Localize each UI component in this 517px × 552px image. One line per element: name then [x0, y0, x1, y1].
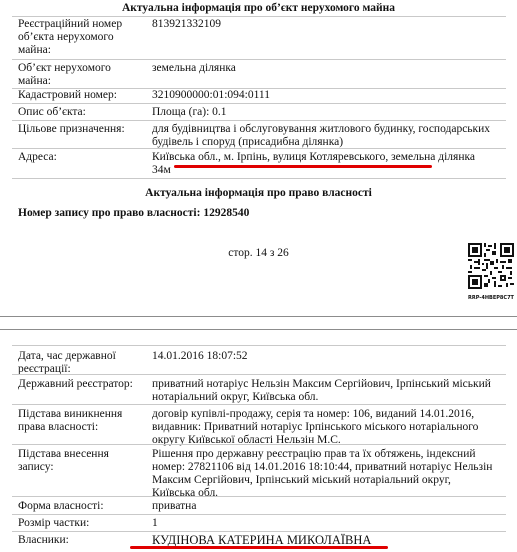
ownership-form-label: Форма власності:: [18, 500, 104, 512]
address-label: Адреса:: [18, 151, 57, 163]
object-type-label: Об’єкт нерухомого майна:: [18, 62, 111, 87]
qr-caption: RRP-4HBEP8C7T: [468, 295, 514, 301]
owners-value: КУДІНОВА КАТЕРИНА МИКОЛАЇВНА: [152, 533, 372, 547]
ownership-basis-label: Підстава виникнення права власності:: [18, 408, 123, 433]
row-divider: [12, 531, 506, 532]
document-page-bottom: [0, 330, 517, 552]
cadastral-number-label: Кадастровий номер:: [18, 89, 117, 101]
row-divider: [12, 345, 506, 346]
row-divider: [12, 496, 506, 497]
registration-number-value: 813921332109: [152, 18, 221, 30]
ownership-form-value: приватна: [152, 500, 197, 512]
purpose-value: для будівництва і обслуговування житлового будинку, господарських будівель і споруд (присадибна ділянка): [152, 123, 491, 148]
share-size-label: Розмір частки:: [18, 517, 90, 529]
owner-highlight-underline: [130, 546, 388, 549]
registration-date-value: 14.01.2016 18:07:52: [152, 350, 248, 362]
record-number-value: 12928540: [203, 207, 250, 219]
entry-basis-label: Підстава внесення запису:: [18, 448, 109, 473]
address-highlight-underline: [174, 165, 432, 168]
row-divider: [12, 59, 506, 60]
share-size-value: 1: [152, 517, 158, 529]
ownership-basis-value: договір купівлі-продажу, серія та номер: 106, виданий 14.01.2016, видавник: Приватний нотаріус Ірпінського міського нотаріального округу Київської області Нельзін М.С.: [152, 408, 479, 446]
row-divider: [12, 374, 506, 375]
object-type-value: земельна ділянка: [152, 62, 236, 74]
row-divider: [12, 120, 506, 121]
page-number: стор. 14 з 26: [228, 247, 289, 259]
page-break: [0, 316, 517, 330]
row-divider: [12, 404, 506, 405]
owners-label: Власники:: [18, 534, 69, 546]
registrar-label: Державний реєстратор:: [18, 378, 133, 390]
row-divider: [12, 16, 506, 17]
object-description-value: Площа (га): 0.1: [152, 106, 227, 118]
ownership-section-title: Актуальна інформація про право власності: [145, 187, 372, 199]
registration-number-label: Реєстраційний номер об’єкта нерухомого майна:: [18, 18, 123, 56]
row-divider: [12, 178, 506, 179]
object-description-label: Опис об’єкта:: [18, 106, 86, 118]
purpose-label: Цільове призначення:: [18, 123, 125, 135]
row-divider: [12, 444, 506, 445]
qr-code-icon: [468, 243, 514, 289]
row-divider: [12, 103, 506, 104]
registrar-value: приватний нотаріус Нельзін Максим Сергійович, Ірпінський міський нотаріальний округ, Київська обл.: [152, 378, 491, 403]
record-number-label: Номер запису про право власності:: [18, 207, 201, 219]
object-section-title: Актуальна інформація про об’єкт нерухомого майна: [122, 2, 395, 14]
row-divider: [12, 514, 506, 515]
cadastral-number-value: 3210900000:01:094:0111: [152, 89, 270, 101]
row-divider: [12, 148, 506, 149]
address-value: Київська обл., м. Ірпінь, вулиця Котляревського, земельна ділянка 34м: [152, 151, 476, 176]
registration-date-label: Дата, час державної реєстрації:: [18, 350, 116, 375]
ownership-record: [18, 207, 249, 220]
entry-basis-value: Рішення про державну реєстрацію прав та їх обтяжень, індексний номер: 27821106 від 14.01.2016 18:10:44, приватний нотаріус Нельзін Максим Сергійович, Ірпінський міський нотаріальний округ, Київська обл.: [152, 448, 493, 499]
